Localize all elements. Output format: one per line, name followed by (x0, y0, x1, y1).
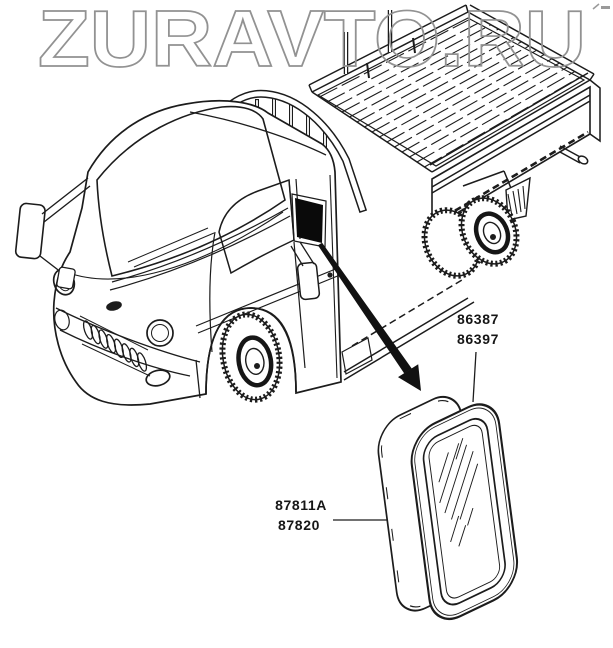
callout-glass-line2: 87820 (278, 517, 320, 533)
door-handle (327, 272, 332, 277)
watermark-text: ZURAVTO.RU (38, 0, 586, 83)
front-hub-dot (254, 363, 260, 369)
seal-leader-line (473, 352, 476, 402)
callout-seal-line2: 86397 (457, 331, 499, 347)
callout-glass-line1: 87811A (275, 497, 327, 513)
callout-seal-line1: 86387 (457, 311, 499, 327)
quarter-window-highlight (295, 198, 323, 243)
rear-hub-dot (490, 234, 496, 240)
truck-cab (15, 101, 341, 405)
corner-artifact (593, 4, 610, 9)
